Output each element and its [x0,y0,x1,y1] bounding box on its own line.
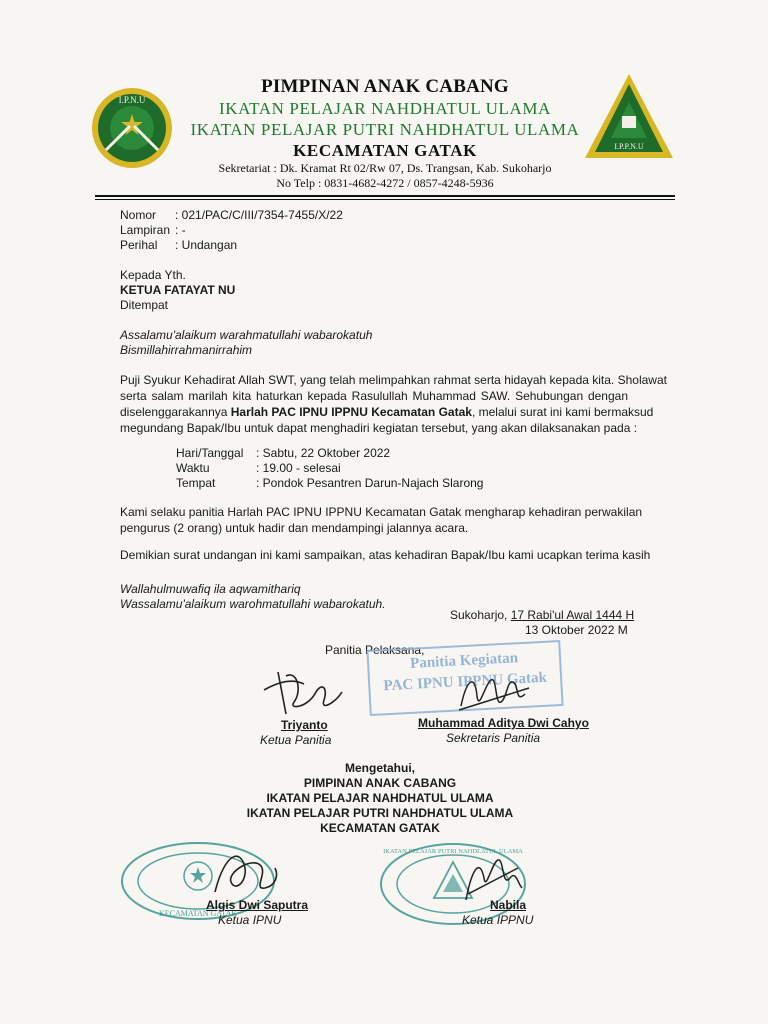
letterhead-address: Sekretariat : Dk. Kramat Rt 02/Rw 07, Ds. Trangsan, Kab. Sukoharjo [218,161,552,175]
body-paragraph-3: Demikian surat undangan ini kami sampaikan, atas kehadiran Bapak/Ibu kami ucapkan terima kasih [120,548,651,562]
event-place: Tempat : Pondok Pesantren Darun-Najach Slarong [176,476,484,490]
secretary-role: Sekretaris Panitia [446,731,541,745]
ippnu-logo [583,72,675,162]
ippnu-chair-role: Ketua IPPNU [462,913,534,927]
svg-text:IKATAN PELAJAR PUTRI NAHDLATUL: IKATAN PELAJAR PUTRI NAHDLATUL ULAMA [383,848,523,855]
body-paragraph-1: Puji Syukur Kehadirat Allah SWT, yang telah melimpahkan rahmat serta hidayah kepada kita. Sholawat serta salam marilah kita haturkan kepada Rasulullah Muhammad SAW. Sehubungan dengan diselenggarakannya Harlah PAC IPNU IPPNU Kecamatan Gatak, melalui surat ini kami bermaksud megundang Bapak/Ibu untuk dapat menghadiri kegiatan tersebut, yang akan dilaksanakan pada : [120,373,667,435]
ipnu-chair-name: Algis Dwi Saputra [206,898,309,912]
chair-name: Triyanto [281,718,328,732]
ipnu-logo [90,86,174,170]
closing-line-2: Wassalamu'alaikum warohmatullahi wabarokatuh. [120,597,386,611]
chair-role: Ketua Panitia [260,733,332,747]
letterhead-org-ippnu: IKATAN PELAJAR PUTRI NAHDHATUL ULAMA [190,120,580,139]
recipient-place: Ditempat [120,298,169,312]
acknowledged-line-1: PIMPINAN ANAK CABANG [303,776,457,790]
acknowledged-line-3: IKATAN PELAJAR PUTRI NAHDHATUL ULAMA [246,806,514,820]
recipient-name: KETUA FATAYAT NU [120,283,236,297]
committee-title: Panitia Pelaksana, [325,643,425,657]
greeting-basmalah: Bismillahirrahmanirrahim [120,343,253,357]
secretary-signature [455,666,535,716]
letterhead-district: KECAMATAN GATAK [293,141,477,160]
date-hijri: Sukoharjo, 17 Rabi'ul Awal 1444 H [450,608,635,622]
event-date: Hari/Tanggal : Sabtu, 22 Oktober 2022 [176,446,391,460]
event-time: Waktu : 19.00 - selesai [176,461,341,475]
letterhead-title: PIMPINAN ANAK CABANG [261,76,509,97]
header-rule [95,195,675,197]
secretary-name: Muhammad Aditya Dwi Cahyo [418,716,589,730]
svg-text:I.P.P.N.U: I.P.P.N.U [614,142,644,151]
date-gregorian: 13 Oktober 2022 M [525,623,628,637]
letterhead-org-ipnu: IKATAN PELAJAR NAHDHATUL ULAMA [219,99,551,118]
chair-signature [258,662,348,718]
recipient-to: Kepada Yth. [120,268,186,282]
closing-line-1: Wallahulmuwafiq ila aqwamithariq [120,582,301,596]
committee-stamp: Panitia Kegiatan PAC IPNU IPPNU Gatak [366,640,563,716]
greeting-salam: Assalamu'alaikum warahmatullahi wabarokatuh [120,328,373,342]
header-rule-thin [95,199,675,200]
acknowledged-label: Mengetahui, [344,761,415,775]
ipnu-chair-role: Ketua IPNU [218,913,282,927]
svg-text:I.P.N.U: I.P.N.U [118,95,146,105]
ippnu-chair-name: Nabila [490,898,527,912]
acknowledged-line-2: IKATAN PELAJAR NAHDHATUL ULAMA [266,791,494,805]
meta-perihal: Perihal : Undangan [120,238,238,252]
letterhead-phone: No Telp : 0831-4682-4272 / 0857-4248-5936 [276,176,494,190]
meta-lampiran: Lampiran : - [120,223,186,237]
body-paragraph-2: Kami selaku panitia Harlah PAC IPNU IPPNU Kecamatan Gatak mengharap kehadiran perwakilan pengurus (2 orang) untuk hadir dan mendampingi jalannya acara. [120,505,643,535]
letterhead [180,76,590,191]
acknowledged-line-4: KECAMATAN GATAK [320,821,440,835]
meta-nomor: Nomor : 021/PAC/C/III/7354-7455/X/22 [120,208,343,222]
ipnu-signature [205,842,285,902]
svg-text:KECAMATAN GATAK: KECAMATAN GATAK [158,909,238,918]
